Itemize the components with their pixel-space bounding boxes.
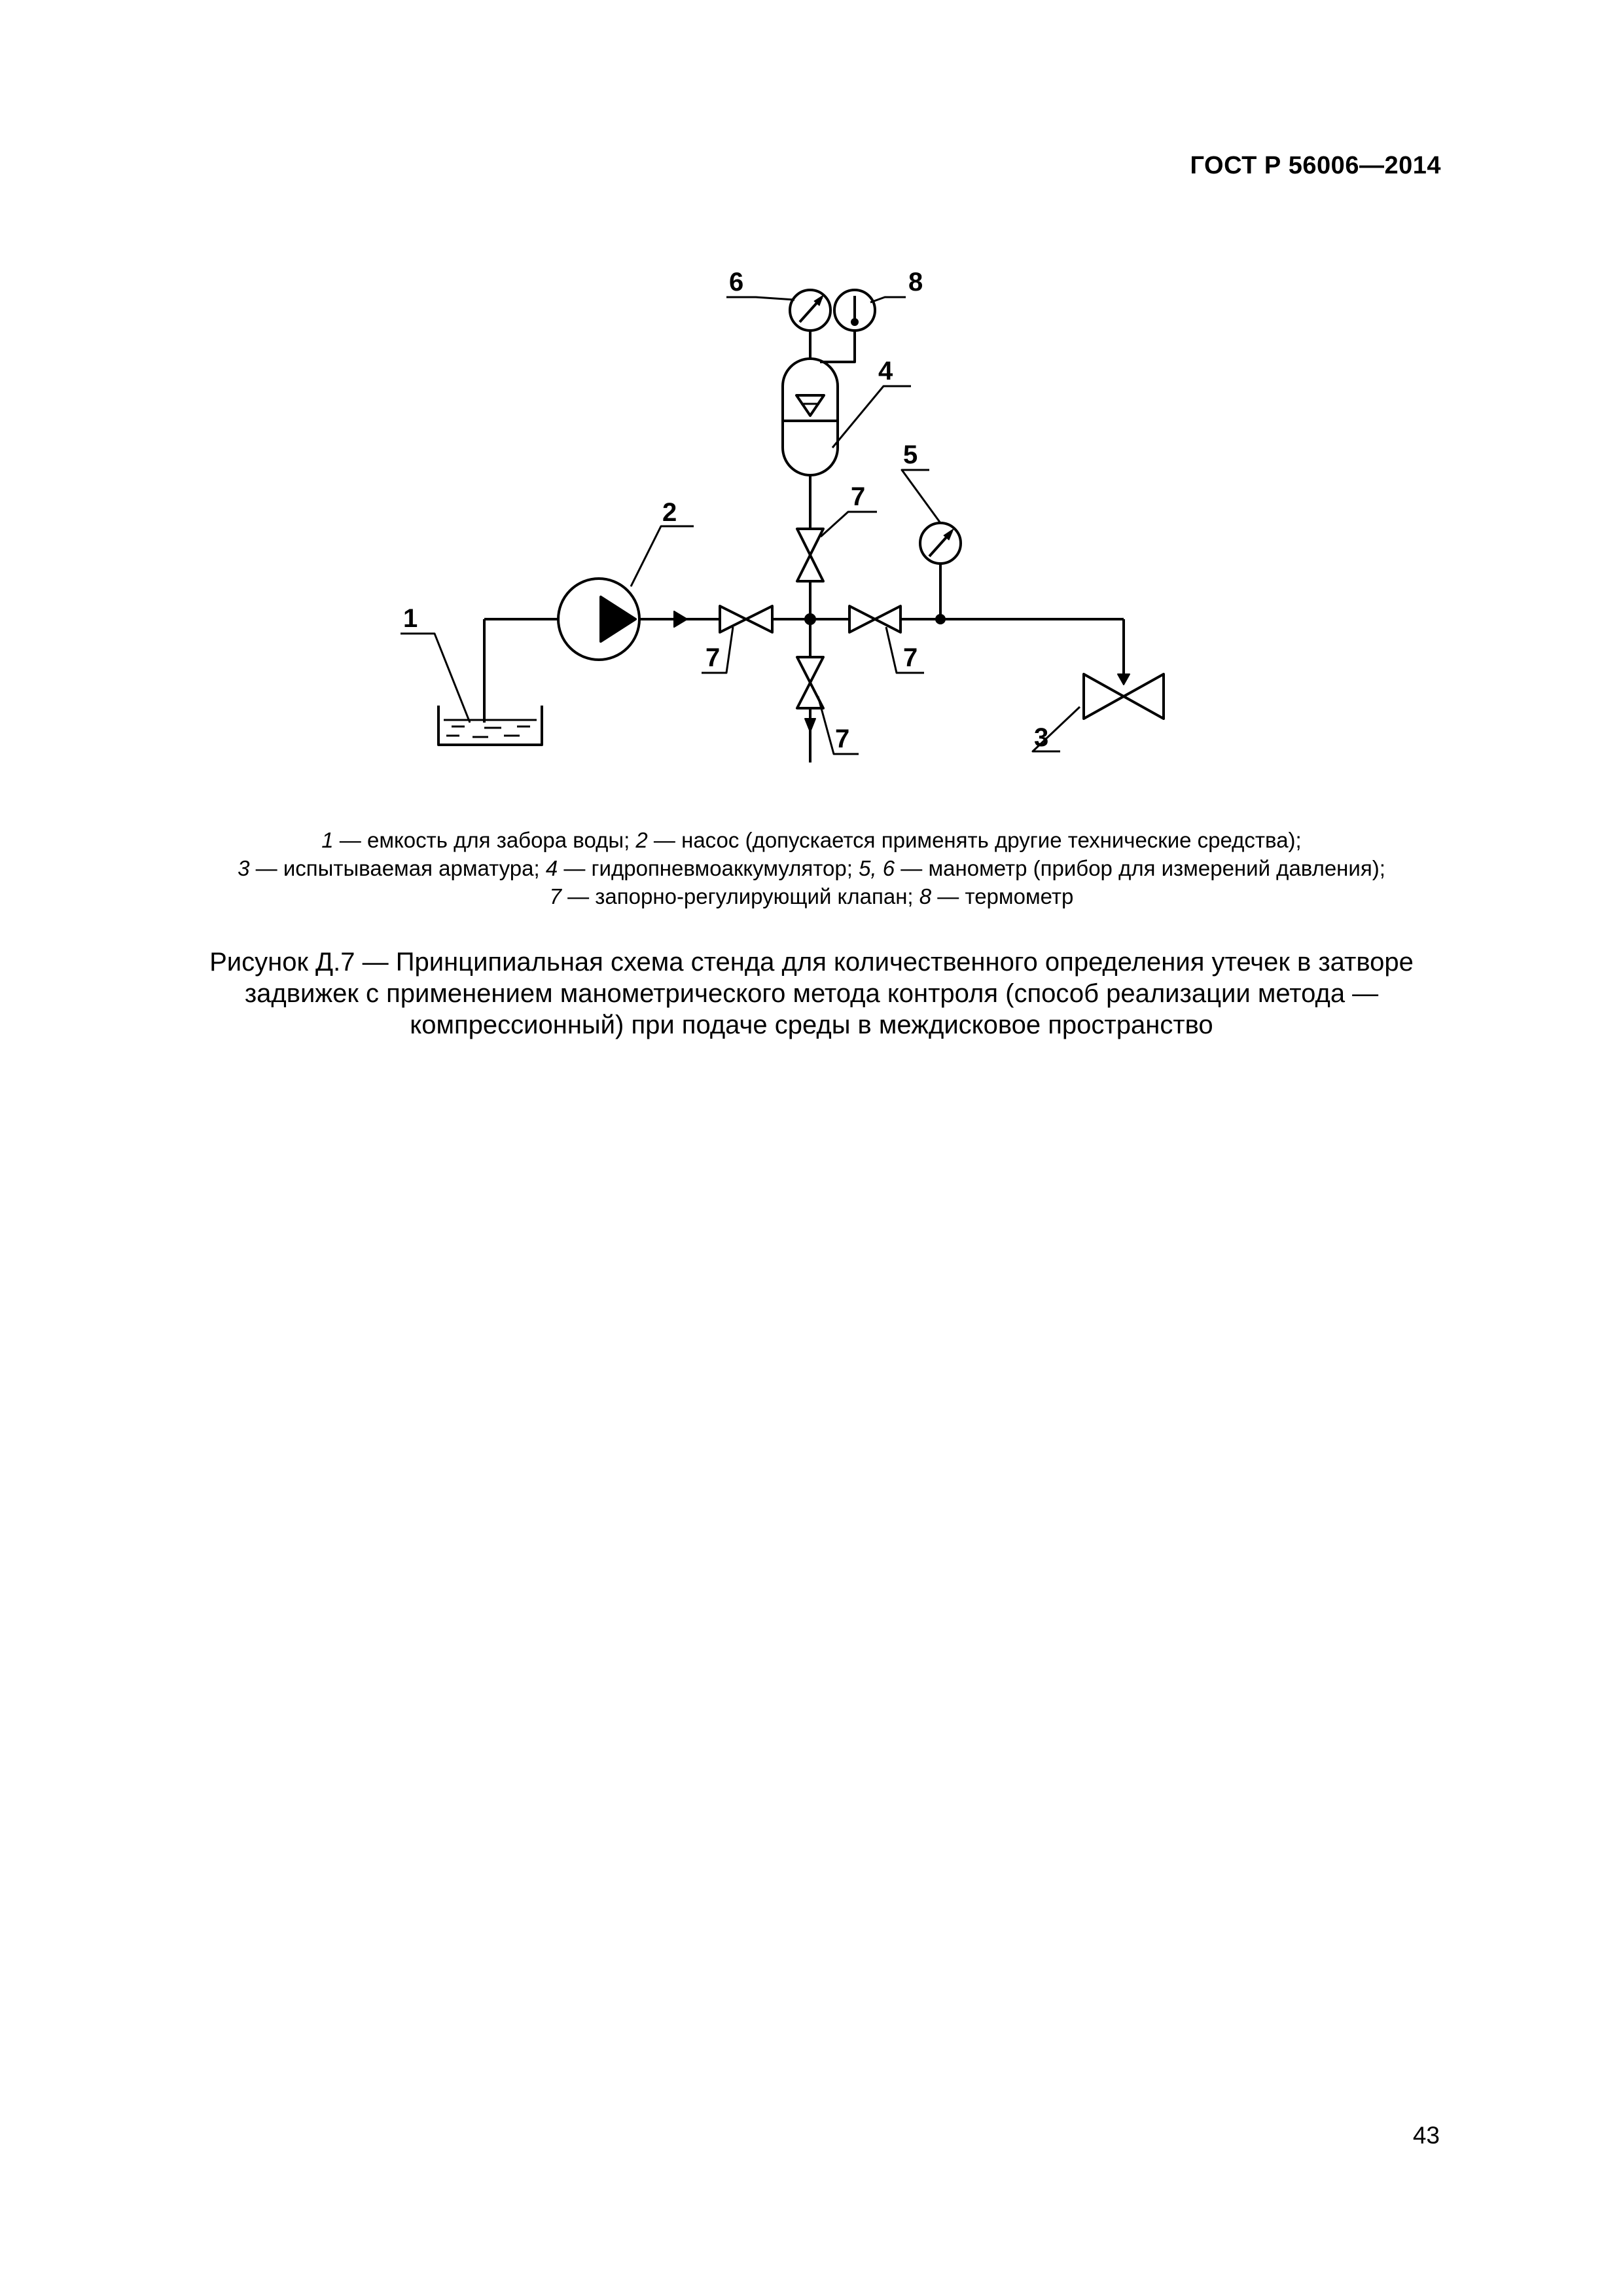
- figure-legend: [92, 826, 1531, 910]
- legend-number: 5, 6: [859, 856, 895, 880]
- legend-line-1: [92, 826, 1531, 854]
- valve-upper: [797, 529, 823, 581]
- legend-number: 8: [919, 884, 932, 908]
- label-valve-bottom: 7: [835, 725, 850, 753]
- main-pipeline: [484, 611, 1130, 723]
- hydropneumatic-accumulator: [783, 359, 838, 475]
- label-accumulator: 4: [878, 357, 893, 386]
- legend-text: — испытываемая арматура;: [249, 856, 546, 880]
- test-stand-schematic: [0, 0, 1623, 818]
- label-reservoir: 1: [403, 604, 418, 633]
- legend-text: — запорно-регулирующий клапан;: [561, 884, 919, 908]
- valve-right: [849, 606, 901, 632]
- page-number: 43: [1412, 2122, 1440, 2149]
- caption-line-3: компрессионный) при подаче среды в междисковое пространство: [410, 1011, 1213, 1039]
- valve-left: [720, 606, 772, 632]
- label-gauge-line: 5: [903, 440, 918, 469]
- legend-number: 4: [545, 856, 558, 880]
- vertical-branch: [805, 475, 815, 762]
- label-valve-right: 7: [903, 643, 918, 672]
- caption-line-2: задвижек с применением манометрического метода контроля (способ реализации метода —: [244, 979, 1379, 1008]
- legend-number: 1: [321, 828, 334, 852]
- label-pump: 2: [662, 498, 677, 527]
- water-reservoir: [438, 706, 542, 745]
- label-valve-upper: 7: [851, 482, 866, 511]
- pressure-gauge-line: [920, 523, 961, 623]
- caption-line-1: Рисунок Д.7 — Принципиальная схема стенда для количественного определения утечек в затворе: [209, 948, 1414, 977]
- label-tested-valve: 3: [1034, 723, 1049, 752]
- legend-number: 7: [549, 884, 562, 908]
- thermometer: [834, 290, 875, 331]
- legend-number: 2: [635, 828, 648, 852]
- standard-code-header: ГОСТ Р 56006—2014: [1190, 152, 1441, 179]
- pressure-gauge-top: [790, 290, 830, 331]
- legend-line-3: [92, 882, 1531, 910]
- top-instrument-lines: [810, 331, 855, 362]
- leader-lines: [401, 297, 1080, 754]
- legend-text: — насос (допускается применять другие технические средства);: [647, 828, 1302, 852]
- label-thermometer: 8: [908, 268, 923, 296]
- pump-symbol: [558, 579, 639, 660]
- legend-number: 3: [238, 856, 250, 880]
- legend-text: — емкость для забора воды;: [333, 828, 636, 852]
- figure-caption: [92, 946, 1531, 1041]
- legend-line-2: [92, 854, 1531, 882]
- legend-text: — гидропневмоаккумулятор;: [558, 856, 859, 880]
- label-valve-left: 7: [705, 643, 721, 672]
- label-gauge-top: 6: [729, 268, 744, 296]
- legend-text: — термометр: [931, 884, 1074, 908]
- legend-text: — манометр (прибор для измерений давления);: [895, 856, 1385, 880]
